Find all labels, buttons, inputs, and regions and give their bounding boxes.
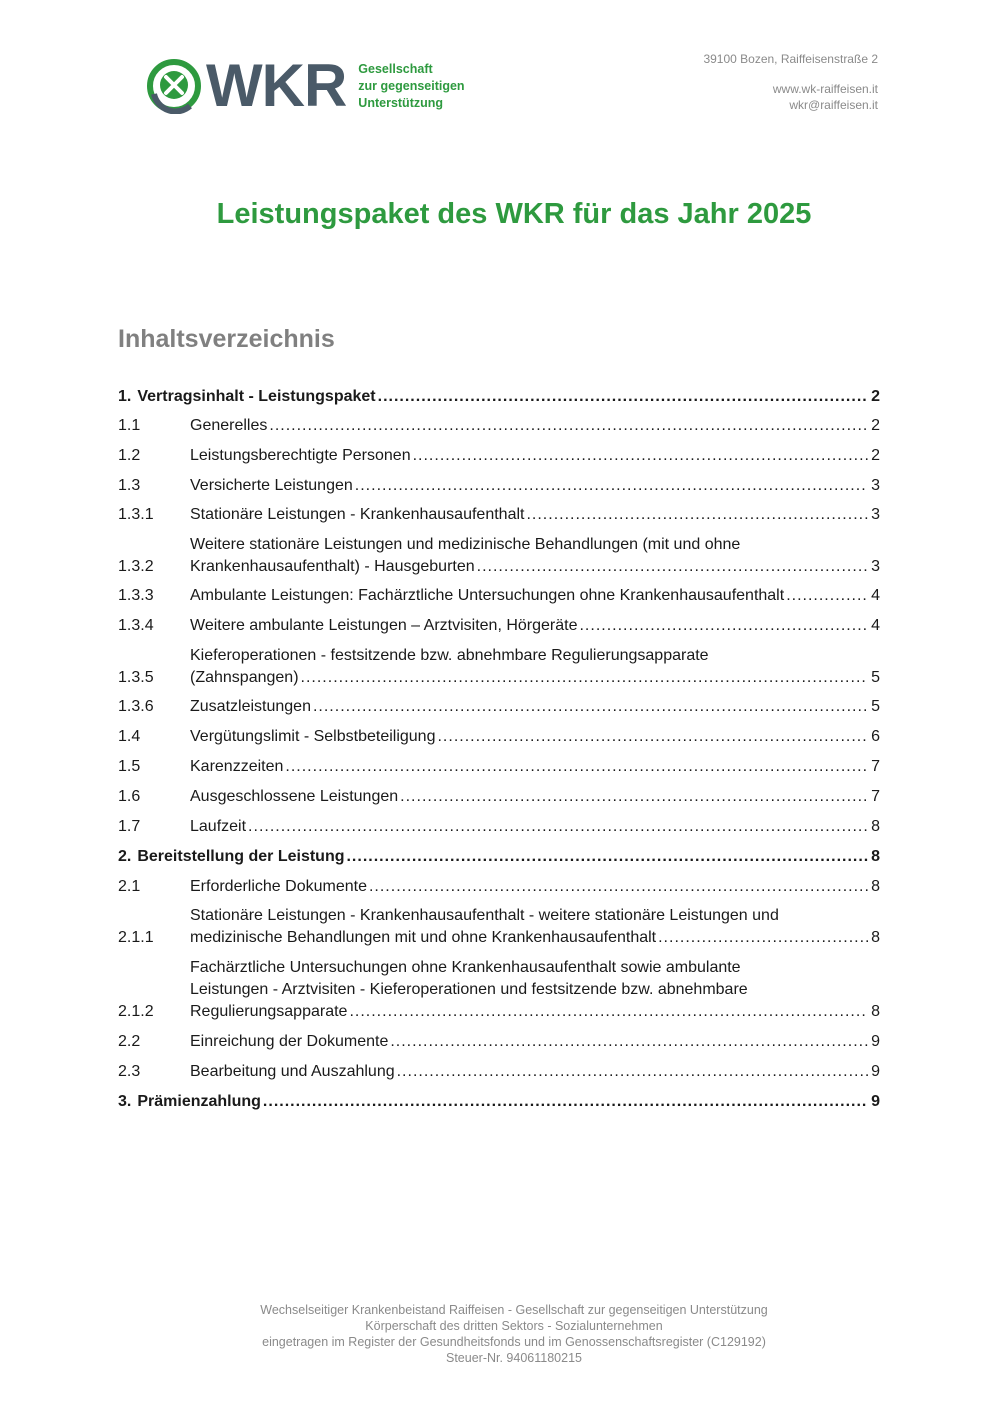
toc-entry-text (137, 386, 870, 408)
table-of-contents (118, 378, 880, 1113)
toc-entry-number: 2.1 (118, 878, 141, 895)
toc-entry-number: 2. (118, 848, 132, 865)
toc-entry[interactable] (118, 1031, 880, 1053)
toc-entry-line: Ausgeschlossene Leistungen (190, 788, 399, 805)
logo-wordmark: WKR (206, 52, 347, 119)
toc-entry-text (137, 1091, 870, 1113)
toc-entry-page: 2 (871, 447, 880, 464)
toc-entry-page: 8 (871, 878, 880, 895)
toc-entry-page: 3 (871, 506, 880, 523)
toc-entry-text (190, 445, 870, 467)
toc-entry-number: 1.3.6 (118, 698, 154, 715)
toc-entry-line: Einreichung der Dokumente (190, 1033, 389, 1050)
toc-entry-line: Prämienzahlung (137, 1093, 261, 1110)
toc-entry-text (190, 876, 870, 898)
toc-entry-page: 5 (871, 669, 880, 686)
toc-leader-dots (413, 445, 868, 467)
toc-entry[interactable] (118, 504, 880, 526)
toc-entry-number: 2.1.2 (118, 1003, 154, 1020)
toc-entry-page: 4 (871, 587, 880, 604)
toc-entry-line: Bearbeitung und Auszahlung (190, 1063, 395, 1080)
toc-leader-dots (397, 1061, 868, 1083)
address: 39100 Bozen, Raiffeisenstraße 2 (703, 52, 878, 66)
toc-leader-dots (658, 927, 868, 949)
toc-entry-page: 8 (871, 848, 880, 865)
toc-entry-line: Stationäre Leistungen - Krankenhausaufenthalt (190, 506, 525, 523)
toc-entry-page: 8 (871, 818, 880, 835)
footer-line: Wechselseitiger Krankenbeistand Raiffeisen - Gesellschaft zur gegenseitigen Unterstützung (260, 1303, 768, 1317)
toc-entry[interactable] (118, 386, 880, 408)
toc-entry[interactable] (118, 905, 880, 949)
toc-entry-page: 4 (871, 617, 880, 634)
toc-entry[interactable] (118, 1061, 880, 1083)
toc-entry-number: 1.5 (118, 758, 141, 775)
toc-entry-page: 3 (871, 477, 880, 494)
toc-entry[interactable] (118, 696, 880, 718)
toc-entry-text (190, 615, 870, 637)
toc-entry-line: Versicherte Leistungen (190, 477, 353, 494)
toc-leader-dots (378, 386, 868, 408)
toc-entry-text (190, 534, 870, 578)
toc-leader-dots (313, 696, 868, 718)
footer (0, 1302, 992, 1366)
toc-entry-line: Kieferoperationen - festsitzende bzw. abnehmbare Regulierungsapparate (190, 647, 709, 664)
toc-entry-line: Generelles (190, 417, 268, 434)
toc-entry-text (190, 905, 870, 949)
toc-entry-text (190, 957, 870, 1023)
toc-entry-line: Krankenhausaufenthalt) - Hausgeburten (190, 558, 475, 575)
toc-leader-dots (355, 475, 868, 497)
toc-entry[interactable] (118, 615, 880, 637)
toc-leader-dots (786, 585, 868, 607)
toc-entry-text (190, 415, 870, 437)
document-title: Leistungspaket des WKR für das Jahr 2025 (216, 198, 812, 230)
toc-entry-text (190, 726, 870, 748)
toc-entry-text (190, 756, 870, 778)
toc-entry-line: Leistungen - Arztvisiten - Kieferoperationen und festsitzende bzw. abnehmbare (190, 981, 748, 998)
toc-entry-number: 1.6 (118, 788, 141, 805)
toc-entry[interactable] (118, 475, 880, 497)
toc-entry-text (190, 816, 870, 838)
website-link[interactable]: www.wk-raiffeisen.it (772, 82, 878, 96)
toc-entry-text (190, 1061, 870, 1083)
toc-entry-number: 1.2 (118, 447, 141, 464)
toc-entry-text (190, 585, 870, 607)
raiffeisen-cross-icon (146, 58, 202, 114)
toc-entry-number: 1. (118, 388, 132, 405)
toc-entry[interactable] (118, 445, 880, 467)
toc-entry-page: 5 (871, 698, 880, 715)
toc-entry[interactable] (118, 534, 880, 578)
toc-entry-line: Fachärztliche Untersuchungen ohne Krankenhausaufenthalt sowie ambulante (190, 959, 741, 976)
toc-entry-number: 1.3.3 (118, 587, 154, 604)
toc-entry-page: 6 (871, 728, 880, 745)
toc-entry-line: Zusatzleistungen (190, 698, 311, 715)
toc-entry-number: 1.3 (118, 477, 141, 494)
toc-entry[interactable] (118, 816, 880, 838)
toc-entry-page: 9 (871, 1033, 880, 1050)
toc-entry-number: 3. (118, 1093, 132, 1110)
toc-entry-text (190, 786, 870, 808)
toc-entry-line: (Zahnspangen) (190, 669, 299, 686)
toc-entry-page: 7 (871, 758, 880, 775)
toc-entry[interactable] (118, 786, 880, 808)
toc-entry-page: 2 (871, 417, 880, 434)
logo-tagline (358, 61, 464, 112)
toc-entry-number: 1.3.5 (118, 669, 154, 686)
email-link[interactable]: wkr@raiffeisen.it (789, 98, 878, 112)
toc-entry[interactable] (118, 585, 880, 607)
toc-entry-number: 2.3 (118, 1063, 141, 1080)
footer-line: eingetragen im Register der Gesundheitsfonds und im Genossenschaftsregister (C129192) (262, 1335, 766, 1349)
toc-leader-dots (400, 786, 868, 808)
company-logo (146, 52, 486, 119)
toc-entry-number: 1.1 (118, 417, 141, 434)
toc-leader-dots (346, 846, 868, 868)
logo-tagline-line: Unterstützung (358, 95, 444, 110)
toc-entry-page: 9 (871, 1093, 880, 1110)
toc-leader-dots (301, 667, 868, 689)
toc-entry-number: 2.2 (118, 1033, 141, 1050)
toc-leader-dots (390, 1031, 868, 1053)
toc-entry-text (190, 645, 870, 689)
toc-entry[interactable] (118, 846, 880, 868)
toc-entry-line: Vertragsinhalt - Leistungspaket (137, 388, 376, 405)
toc-entry-text (190, 475, 870, 497)
toc-entry-line: medizinische Behandlungen mit und ohne Krankenhausaufenthalt (190, 929, 657, 946)
toc-leader-dots (477, 556, 868, 578)
toc-entry-number: 1.3.2 (118, 558, 154, 575)
toc-entry-number: 1.3.1 (118, 506, 154, 523)
toc-entry[interactable] (118, 756, 880, 778)
toc-leader-dots (285, 756, 868, 778)
toc-entry-text (190, 696, 870, 718)
footer-line: Körperschaft des dritten Sektors - Sozialunternehmen (365, 1319, 663, 1333)
toc-entry-page: 8 (871, 1003, 880, 1020)
toc-entry-line: Regulierungsapparate (190, 1003, 348, 1020)
toc-entry-text (190, 1031, 870, 1053)
toc-entry-line: Ambulante Leistungen: Fachärztliche Untersuchungen ohne Krankenhausaufenthalt (190, 587, 785, 604)
toc-entry[interactable] (118, 876, 880, 898)
toc-heading: Inhaltsverzeichnis (118, 325, 335, 353)
toc-leader-dots (579, 615, 868, 637)
toc-entry[interactable] (118, 726, 880, 748)
toc-entry-line: Leistungsberechtigte Personen (190, 447, 411, 464)
logo-tagline-line: zur gegenseitigen (358, 78, 465, 93)
toc-entry-line: Vergütungslimit - Selbstbeteiligung (190, 728, 436, 745)
toc-entry-number: 1.4 (118, 728, 141, 745)
toc-entry-line: Laufzeit (190, 818, 247, 835)
footer-line: Steuer-Nr. 94061180215 (446, 1351, 582, 1365)
toc-entry-line: Karenzzeiten (190, 758, 284, 775)
toc-entry-line: Weitere stationäre Leistungen und medizinische Behandlungen (mit und ohne (190, 536, 741, 553)
toc-entry-text (190, 504, 870, 526)
toc-entry-number: 2.1.1 (118, 929, 154, 946)
toc-entry-page: 8 (871, 929, 880, 946)
logo-tagline-line: Gesellschaft (358, 61, 433, 76)
toc-leader-dots (248, 816, 868, 838)
toc-entry[interactable] (118, 957, 880, 1023)
toc-entry[interactable] (118, 415, 880, 437)
toc-entry-line: Erforderliche Dokumente (190, 878, 367, 895)
toc-leader-dots (369, 876, 868, 898)
toc-entry-page: 9 (871, 1063, 880, 1080)
toc-leader-dots (349, 1001, 868, 1023)
toc-entry-number: 1.3.4 (118, 617, 154, 634)
company-contact (703, 51, 878, 113)
toc-entry-line: Bereitstellung der Leistung (137, 848, 345, 865)
toc-leader-dots (526, 504, 868, 526)
toc-leader-dots (437, 726, 868, 748)
toc-entry-page: 3 (871, 558, 880, 575)
toc-entry-page: 2 (871, 388, 880, 405)
toc-entry-line: Weitere ambulante Leistungen – Arztvisiten, Hörgeräte (190, 617, 578, 634)
toc-entry-line: Stationäre Leistungen - Krankenhausaufenthalt - weitere stationäre Leistungen und (190, 907, 779, 924)
toc-leader-dots (269, 415, 868, 437)
toc-entry[interactable] (118, 645, 880, 689)
toc-entry[interactable] (118, 1091, 880, 1113)
toc-leader-dots (263, 1091, 868, 1113)
toc-entry-page: 7 (871, 788, 880, 805)
toc-entry-text (137, 846, 870, 868)
toc-entry-number: 1.7 (118, 818, 141, 835)
